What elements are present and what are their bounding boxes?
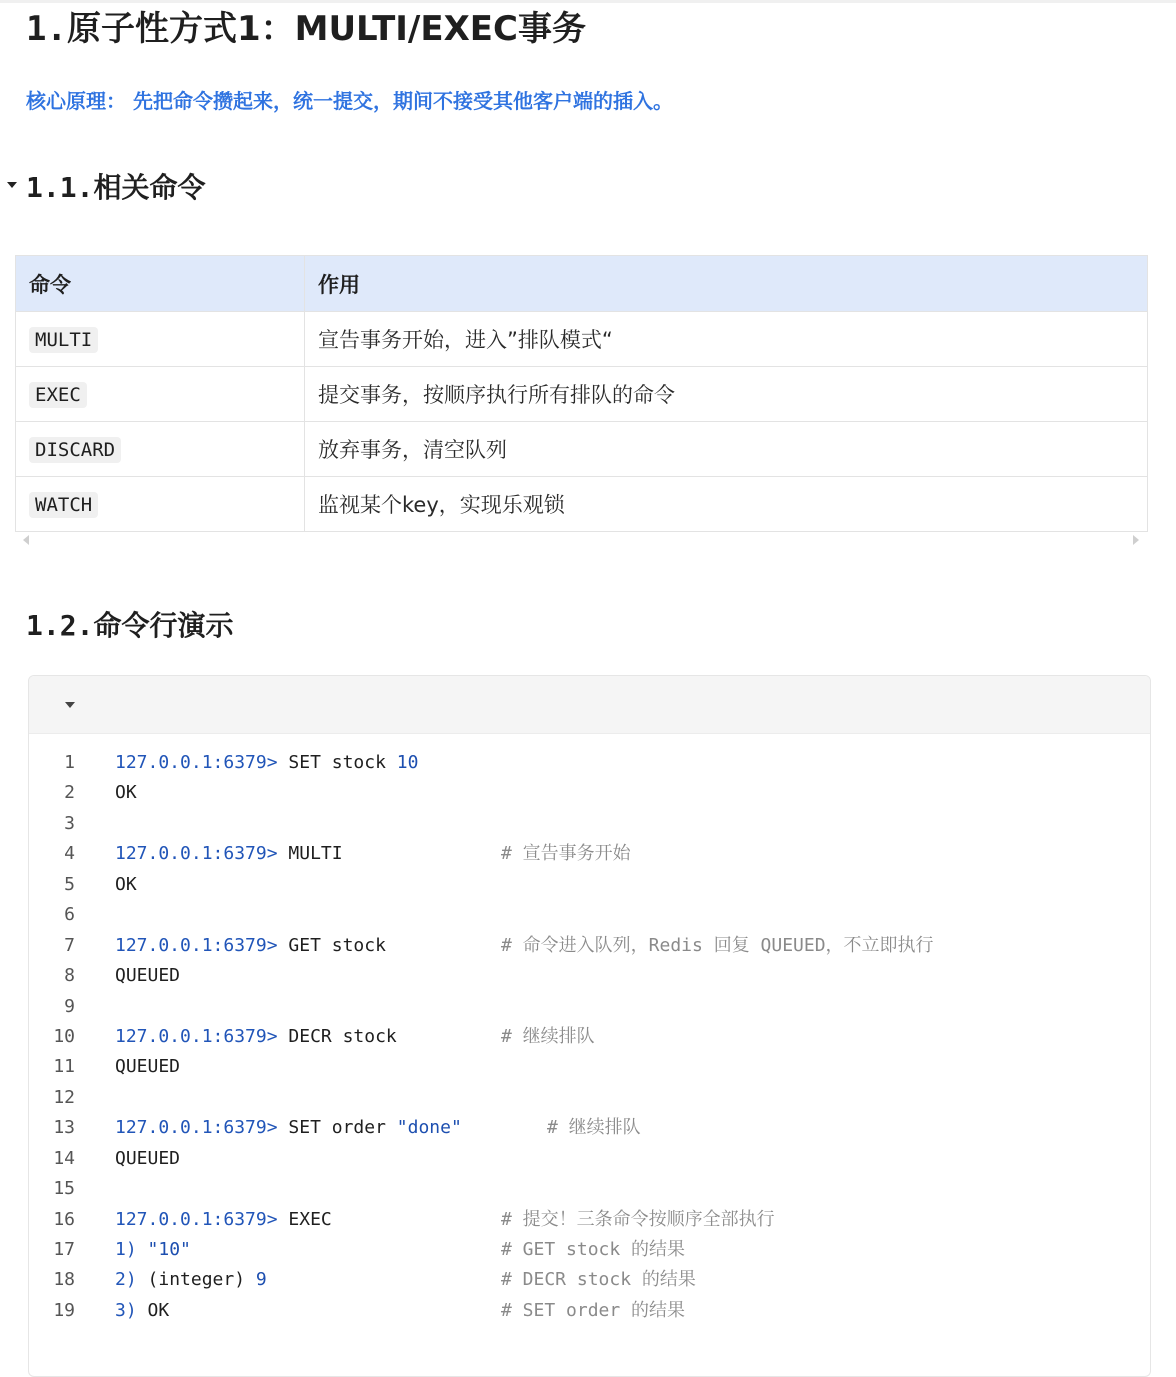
code-line [29,1205,1150,1235]
code-text [115,1052,180,1082]
top-divider [0,0,1176,3]
section-title: 命令行演示 [93,609,234,642]
description-cell: 监视某个key，实现乐观锁 [305,477,1148,532]
code-command: MULTI [288,843,343,865]
code-line [29,1174,1150,1204]
code-command: SET order [288,1117,397,1139]
code-text [115,778,137,808]
code-prompt: 127.0.0.1:6379> [115,1025,289,1047]
description-cell: 提交事务，按顺序执行所有排队的命令 [305,367,1148,422]
collapse-caret-icon[interactable] [7,182,17,188]
code-text [115,1205,332,1235]
line-number: 8 [64,965,75,987]
code-command: OK [115,782,137,804]
code-line [29,1052,1150,1082]
code-comment: # 命令进入队列，Redis 回复 QUEUED，不立即执行 [501,934,934,956]
code-value: 10 [396,752,419,773]
line-number: 7 [64,934,75,956]
code-command: (integer) [147,1269,256,1291]
code-prompt: 127.0.0.1:6379> [115,1208,289,1230]
code-prompt: 127.0.0.1:6379> [115,934,289,956]
code-value: "10" [147,1239,191,1260]
table-header-row [16,256,1148,312]
code-value: 9 [255,1269,267,1291]
description-cell: 放弃事务，清空队列 [305,422,1148,477]
table-row [16,477,1148,532]
principle-text: 先把命令攒起来，统一提交，期间不接受其他客户端的插入。 [132,89,673,113]
code-line [29,1144,1150,1174]
code-line [29,1296,1150,1326]
table-row [16,422,1148,477]
line-number: 13 [53,1117,75,1139]
code-comment: # 提交！三条命令按顺序全部执行 [501,1208,775,1230]
section-title: 相关命令 [93,171,206,204]
code-comment: # 继续排队 [501,1025,595,1047]
code-text [115,1144,180,1174]
section-number: 1.1. [26,171,94,204]
code-comment: # 继续排队 [547,1117,641,1139]
code-command: EXEC [288,1208,332,1230]
code-line [29,900,1150,930]
code-prompt: 127.0.0.1:6379> [115,752,289,773]
code-text [115,1235,191,1265]
code-comment: # GET stock 的结果 [501,1239,686,1260]
line-number: 11 [53,1056,75,1078]
code-block-header [29,676,1150,734]
code-collapse-caret-icon[interactable] [65,702,75,708]
inline-code: EXEC [29,382,87,408]
code-command: OK [147,1299,170,1321]
code-prompt: 3) [115,1299,148,1321]
code-text [115,1113,462,1143]
line-number: 16 [53,1208,75,1230]
line-number: 15 [53,1178,75,1200]
code-line [29,1022,1150,1052]
code-comment: # DECR stock 的结果 [501,1269,696,1291]
inline-code: MULTI [29,327,98,353]
code-text [115,1265,267,1295]
code-lines [29,748,1150,1326]
column-header-purpose: 作用 [305,256,1148,312]
code-command: DECR stock [288,1025,397,1047]
code-comment: # SET order 的结果 [501,1299,686,1321]
code-command: QUEUED [115,965,181,987]
code-text [115,961,180,991]
code-line [29,778,1150,808]
line-number: 19 [53,1299,75,1321]
column-header-command: 命令 [16,256,305,312]
code-line [29,992,1150,1022]
code-command: SET stock [288,752,397,773]
code-line [29,839,1150,869]
code-text [115,931,386,961]
title-number: 1. [26,9,67,49]
line-number: 17 [53,1239,75,1260]
code-text [115,1296,169,1326]
line-number: 12 [53,1086,75,1108]
command-cell [16,477,305,532]
line-number: 6 [64,904,75,926]
line-number: 18 [53,1269,75,1291]
code-command: QUEUED [115,1056,181,1078]
code-line [29,748,1150,778]
code-command: GET stock [288,934,386,956]
code-line [29,1113,1150,1143]
description-cell: 宣告事务开始，进入”排队模式“ [305,312,1148,367]
command-cell [16,422,305,477]
line-number: 9 [64,995,75,1017]
line-number: 10 [53,1025,75,1047]
inline-code: WATCH [29,492,98,518]
code-prompt: 2) [115,1269,148,1291]
code-command: QUEUED [115,1147,181,1169]
code-prompt: 1) [115,1239,148,1260]
code-line [29,961,1150,991]
line-number: 5 [64,873,75,895]
section-heading-demo [26,606,233,646]
command-cell [16,367,305,422]
code-prompt: 127.0.0.1:6379> [115,843,289,865]
line-number: 14 [53,1147,75,1169]
code-text [115,839,343,869]
code-text [115,870,137,900]
command-cell [16,312,305,367]
principle-callout [26,84,673,118]
code-line [29,931,1150,961]
table-row [16,312,1148,367]
commands-table [15,255,1148,532]
code-command: OK [115,873,137,895]
table-row [16,367,1148,422]
line-number: 4 [64,843,75,865]
code-prompt: 127.0.0.1:6379> [115,1117,289,1139]
code-line [29,870,1150,900]
inline-code: DISCARD [29,437,121,463]
code-comment: # 宣告事务开始 [501,843,631,865]
line-number: 1 [64,752,75,773]
page-title [26,4,586,54]
principle-label: 核心原理： [26,89,126,113]
code-value: "done" [396,1117,462,1139]
code-block [28,675,1151,1377]
code-line [29,809,1150,839]
section-number: 1.2. [26,609,94,642]
code-line [29,1235,1150,1265]
scroll-left-icon[interactable] [23,535,29,545]
scroll-right-icon[interactable] [1133,535,1139,545]
code-line [29,1265,1150,1295]
title-text: 原子性方式1：MULTI/EXEC事务 [66,9,586,49]
line-number: 2 [64,782,75,804]
section-heading-commands [26,168,205,208]
line-number: 3 [64,812,75,834]
code-text [115,1022,397,1052]
code-text [115,748,418,778]
code-line [29,1083,1150,1113]
